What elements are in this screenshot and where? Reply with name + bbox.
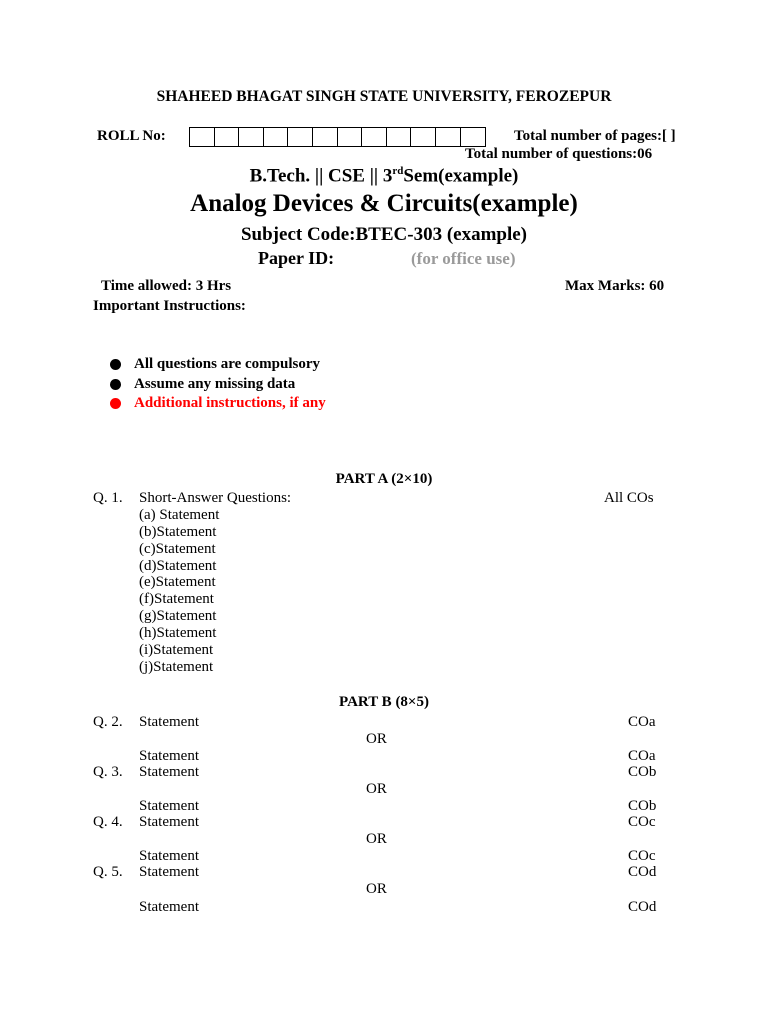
sub-question: (b)Statement: [139, 524, 217, 540]
course-superscript: rd: [392, 165, 404, 177]
subject-code: Subject Code:BTEC-303 (example): [240, 224, 528, 245]
roll-digit-box[interactable]: [411, 128, 436, 146]
roll-digit-box[interactable]: [215, 128, 240, 146]
course-line: [0, 165, 768, 187]
question-title: Short-Answer Questions:: [139, 490, 292, 506]
paper-id-note: (for office use): [411, 249, 516, 268]
paper-id-label: Paper ID:: [258, 248, 335, 268]
roll-digit-box[interactable]: [239, 128, 264, 146]
or-separator: OR: [366, 831, 387, 847]
or-separator: OR: [366, 781, 387, 797]
roll-number-boxes[interactable]: [189, 127, 486, 147]
sub-question: (c)Statement: [139, 541, 216, 557]
course-prefix: B.Tech. || CSE || 3: [249, 165, 393, 187]
roll-digit-box[interactable]: [461, 128, 486, 146]
question-number: Q. 3.: [93, 764, 123, 780]
sub-question: (e)Statement: [139, 574, 216, 590]
roll-digit-box[interactable]: [338, 128, 363, 146]
max-marks: Max Marks: 60: [565, 278, 665, 294]
sub-question: (g)Statement: [139, 608, 217, 624]
course-outcome: COb: [628, 798, 657, 814]
instruction-item: [110, 355, 326, 375]
course-outcome: COb: [628, 764, 657, 780]
question-number: Q. 1.: [93, 490, 123, 506]
total-questions: Total number of questions:06: [465, 146, 653, 162]
instructions-heading: Important Instructions:: [93, 298, 246, 314]
sub-question: (j)Statement: [139, 659, 214, 675]
course-outcome: COd: [628, 899, 657, 915]
roll-number-label: ROLL No:: [97, 128, 166, 144]
part-a-heading: PART A (2×10): [335, 471, 433, 487]
bullet-icon: [110, 379, 121, 390]
instruction-text: All questions are compulsory: [134, 356, 320, 373]
instruction-text: Additional instructions, if any: [134, 395, 326, 412]
course-suffix: Sem(example): [403, 165, 519, 187]
question-statement: Statement: [139, 798, 199, 814]
sub-question: (h)Statement: [139, 625, 217, 641]
course-outcome: All COs: [604, 490, 654, 506]
question-number: Q. 2.: [93, 714, 123, 730]
bullet-icon: [110, 398, 121, 409]
or-separator: OR: [366, 731, 387, 747]
bullet-icon: [110, 359, 121, 370]
roll-digit-box[interactable]: [264, 128, 289, 146]
roll-digit-box[interactable]: [288, 128, 313, 146]
subject-title: Analog Devices & Circuits(example): [190, 190, 578, 217]
time-allowed: Time allowed: 3 Hrs: [101, 278, 232, 294]
sub-question: (f)Statement: [139, 591, 214, 607]
total-pages: Total number of pages:[ ]: [514, 128, 676, 144]
question-statement: Statement: [139, 748, 199, 764]
question-number: Q. 5.: [93, 864, 123, 880]
question-statement: Statement: [139, 899, 199, 915]
course-outcome: COd: [628, 864, 657, 880]
roll-digit-box[interactable]: [190, 128, 215, 146]
question-statement: Statement: [139, 814, 199, 830]
roll-digit-box[interactable]: [387, 128, 412, 146]
instructions-list: [110, 355, 326, 414]
part-b-heading: PART B (8×5): [339, 694, 429, 710]
course-outcome: COa: [628, 714, 656, 730]
roll-digit-box[interactable]: [436, 128, 461, 146]
question-statement: Statement: [139, 764, 199, 780]
question-statement: Statement: [139, 864, 199, 880]
question-number: Q. 4.: [93, 814, 123, 830]
sub-question: (d)Statement: [139, 558, 217, 574]
or-separator: OR: [366, 881, 387, 897]
question-statement: Statement: [139, 714, 199, 730]
university-name: SHAHEED BHAGAT SINGH STATE UNIVERSITY, FEROZEPUR: [156, 88, 612, 105]
course-outcome: COa: [628, 748, 656, 764]
course-outcome: COc: [628, 848, 656, 864]
course-outcome: COc: [628, 814, 656, 830]
instruction-item: [110, 394, 326, 414]
question-statement: Statement: [139, 848, 199, 864]
roll-digit-box[interactable]: [362, 128, 387, 146]
roll-digit-box[interactable]: [313, 128, 338, 146]
instruction-text: Assume any missing data: [134, 375, 296, 392]
sub-question: (i)Statement: [139, 642, 214, 658]
sub-question: (a) Statement: [139, 507, 220, 523]
instruction-item: [110, 375, 326, 395]
